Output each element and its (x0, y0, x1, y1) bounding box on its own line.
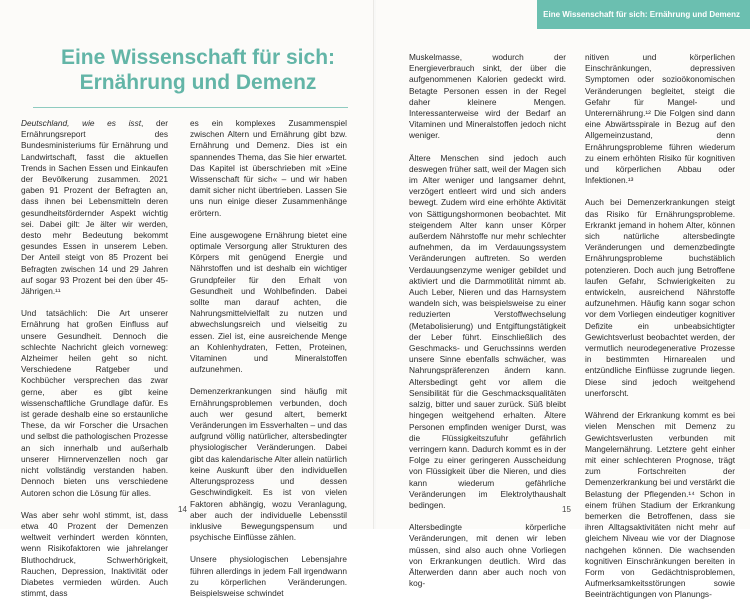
chapter-title (33, 45, 363, 95)
title-divider (33, 107, 348, 108)
paragraph: Während der Erkrankung kommt es bei vielen Menschen mit Demenz zu Gewichtsverlusten verbunden mit Mangelernährung. Letztere geht einher mit einer schlechteren Prognose, trägt zum Fortschreiten der Demenzerkrankung bei und verstärkt die Belastung der Pflegenden.¹⁴ Schon in einem frühen Stadium der Erkrankung bemerken die Betroffenen, dass sie ihren Alltagsaktivitäten nicht mehr auf gleichem Niveau wie vor der Diagnose nachgehen können. Die wachsenden kognitiven Einschränkungen bereiten in Form von Gedächtnisproblemen, Aufmerksamkeitsstörungen sowie Beeinträchtigungen von Planungs- (585, 410, 735, 600)
paragraph: Deutschland, wie es isst, der Ernährungsreport des Bundesministeriums für Ernährung und Landwirtschaft, fasst die aktuellen Trends in Sachen Essen und Einkaufen der Bevölkerung zusammen. 2021 gaben 91 Prozent der Befragten an, dass ihnen bei Lebensmitteln deren gesundheitsfördernder Aspekt wichtig sei. Dabei gilt: Je älter wir werden, desto mehr Bedeutung bekommt gesundes Essen in unserem Leben. Der Anteil steigt von 85 Prozent bei Befragten zwischen 14 und 29 Jahren auf sogar 93 Prozent bei den über 45-Jährigen.¹¹ (21, 118, 168, 297)
left-page (0, 0, 374, 599)
paragraph: Auch bei Demenzerkrankungen steigt das Risiko für Ernährungsprobleme. Erkrankt jemand in hohem Alter, können sich natürliche altersbedingte Veränderungen und demenzbedingte Ernährungsprobleme buchstäblich potenzieren. Doch auch jung Betroffene laufen Gefahr, Schwierigkeiten zu entwickeln, ausreichend Nährstoffe aufzunehmen. Häufig kann sogar schon vor dem Vorliegen eindeutiger kognitiver Defizite ein unbeabsichtigter Gewichtsverlust beobachtet werden, der vermutlich neurodegenerative Prozesse in bestimmten Hirnarealen und entzündliche Einflüsse zugrunde liegen. Diese sind jedoch weitgehend unerforscht. (585, 197, 735, 398)
right-column-1 (409, 52, 566, 589)
left-column-1 (21, 118, 168, 599)
paragraph: Und tatsächlich: Die Art unserer Ernährung hat großen Einfluss auf unsere Gesundheit. Dennoch die schlechte Nachricht gleich vorneweg: Alzheimer heilen geht so nicht. Verschiedene Ratgeber und Kochbücher versprechen das zwar gerne, aber es gibt keine wissenschaftliche Grundlage dafür. Es ist gerade deshalb eine so erstaunliche These, da wir Forscher die Ursachen und selbst die pathologischen Prozesse an sich innerhalb und außerhalb unserer Hirnnervenzellen noch gar nicht vollständig verstanden haben. Dennoch bieten uns verschiedene Autoren schon die Lösung für alles. (21, 308, 168, 498)
page-number: 15 (562, 505, 571, 514)
paragraph: Altersbedingte körperliche Veränderungen, mit denen wir leben müssen, sind also auch ohne Vorliegen von Erkrankungen deutlich. Wird das Älterwerden dann aber auch noch von kog- (409, 522, 566, 589)
paragraph: Ältere Menschen sind jedoch auch deswegen früher satt, weil der Magen sich im Alter weniger und langsamer dehnt, verzögert entleert wird und sich anders bewegt. Zudem wird eine erhöhte Aktivität von Sättigungshormonen beobachtet. Mit steigendem Alter kann unser Körper außerdem Nährstoffe nur mehr schlechter aufnehmen, da im Verdauungssystem Veränderungen auftreten. So werden Verdauungsenzyme weniger gebildet und aktiviert und die Darmmotilität nimmt ab. Auch Leber, Nieren und das Harnsystem wandeln sich, was beispielsweise zu einer reduzierten Verstoffwechselung (Metabolisierung) und Entgiftungstätigkeit der Leber führt. Einschließlich des Geschmacks- und Geruchssinns werden unsere Sinne ebenfalls schwächer, was Nahrungspräferenzen ändern kann. Altersbedingt geht vor allem die Sensibilität für die Geschmacksqualitäten salzig, bitter und sauer zurück. Süß bleibt hingegen weitgehend erhalten. Ältere Personen empfinden weniger Durst, was die Flüssigkeitszufuhr gefährlich verringern kann. Dadurch kommt es in der Folge zu einer geringeren Ausscheidung von Flüssigkeit über die Nieren, und dies kann wiederum gefährliche Veränderungen im Elektrolythaushalt bedingen. (409, 152, 566, 510)
right-column-2 (585, 52, 735, 601)
paragraph: Eine ausgewogene Ernährung bietet eine optimale Versorgung aller Strukturen des Körpers mit genügend Energie und Nährstoffen und ist deshalb ein wichtiger Grundpfeiler für den Erhalt von Gesundheit und Wohlbefinden. Dabei sollte man darauf achten, die Nahrungsmittelvielfalt zu nutzen und abwechslungsreich und vielseitig zu essen. Ziel ist, eine ausreichende Menge an Kohlenhydraten, Fetten, Proteinen, Vitaminen und Mineralstoffen aufzunehmen. (190, 229, 347, 375)
running-head: Eine Wissenschaft für sich: Ernährung und Demenz (537, 0, 750, 29)
chapter-title-line1: Eine Wissenschaft für sich: (60, 46, 336, 69)
paragraph: Was aber sehr wohl stimmt, ist, dass etwa 40 Prozent der Demenzen weltweit verhindert werden könnten, wenn Risikofaktoren wie jahrelanger Bluthochdruck, Schwerhörigkeit, Rauchen, Depression, Inaktivität oder Diabetes vermieden würden. Auch stimmt, dass (21, 509, 168, 599)
right-page (376, 0, 750, 600)
paragraph: es ein komplexes Zusammenspiel zwischen Altern und Ernährung gibt bzw. Ernährung und Demenz. Dies ist ein spannendes Thema, das Sie hier erwartet. Das Kapitel ist überschrieben mit »Eine Wissenschaft für sich« – und wir haben damit sicher nicht übertrieben. Lassen Sie uns nun einige dieser Zusammenhänge erörtern. (190, 118, 347, 218)
paragraph: Demenzerkrankungen sind häufig mit Ernährungsproblemen verbunden, doch auch wer gesund altert, bemerkt Veränderungen im Essverhalten – und das aufgrund völlig natürlicher, altersbedingter physiologischer Veränderungen. Dabei gibt das kalendarische Alter allein natürlich keine Auskunft über den individuellen Alterungsprozess und dessen Geschwindigkeit. Es ist von vielen Faktoren abhängig, wozu Veranlagung, aber auch der individuelle Lebensstil inklusive Bewegungspensum und psychische Einflüsse zählen. (190, 386, 347, 543)
paragraph: Muskelmasse, wodurch der Energieverbrauch sinkt, der über die aufgenommenen Kalorien gedeckt wird. Betagte Personen essen in der Regel daher kleinere Mengen. Interessanterweise wird der Bedarf an Vitaminen und Mineralstoffen jedoch nicht weniger. (409, 52, 566, 141)
paragraph: nitiven und körperlichen Einschränkungen, depressiven Symptomen oder sozioökonomischen Veränderungen begleitet, steigt die Gefahr für Mangel- und Unterernährung.¹² Die Folgen sind dann eine Abwärtsspirale in Bezug auf den Allgemeinzustand, denn Ernährungsprobleme führen wiederum zu einem erhöhten Risiko für kognitiven und körperlichen Abbau oder Infektionen.¹³ (585, 52, 735, 186)
left-column-2 (190, 118, 347, 599)
paragraph: Unsere physiologischen Lebensjahre führen allerdings in jedem Fall irgendwann zu körperlichen Veränderungen. Beispielsweise schwindet (190, 554, 347, 598)
chapter-title-line2: Ernährung und Demenz (79, 71, 317, 94)
report-title: Deutschland, wie es isst (21, 118, 142, 128)
page-number: 14 (178, 505, 187, 514)
